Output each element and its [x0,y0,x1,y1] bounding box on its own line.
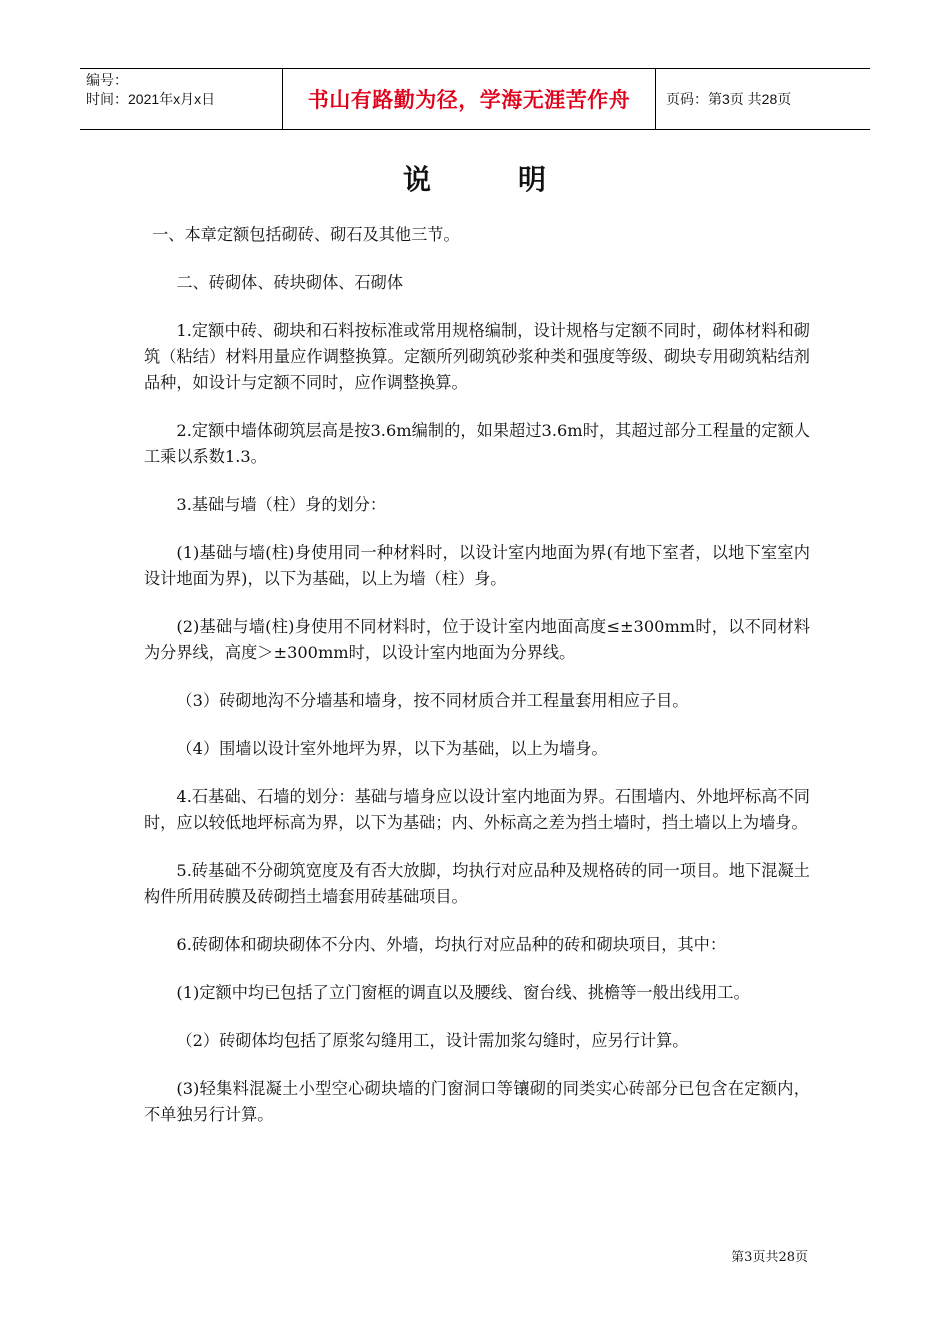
paragraph-10: 4.石基础、石墙的划分：基础与墙身应以设计室内地面为界。石围墙内、外地坪标高不同时，应以较低地坪标高为界，以下为基础；内、外标高之差为挡土墙时，挡土墙以上为墙身。 [144,787,810,832]
paragraph-15: (3)轻集料混凝土小型空心砌块墙的门窗洞口等镶砌的同类实心砖部分已包含在定额内，不单独另行计算。 [144,1079,810,1124]
paragraph-6: (1)基础与墙(柱)身使用同一种材料时，以设计室内地面为界(有地下室者，以地下室室内设计地面为界)，以下为基础，以上为墙（柱）身。 [144,543,810,588]
document-time-label: 时间：2021年x月x日 [86,91,216,107]
paragraph-7: (2)基础与墙(柱)身使用不同材料时，位于设计室内地面高度≤±300mm时，以不同材料为分界线，高度＞±300mm时，以设计室内地面为分界线。 [144,617,810,662]
header-meta [80,69,282,129]
paragraph-1: 一、本章定额包括砌砖、砌石及其他三节。 [152,225,460,244]
paragraph-3: 1.定额中砖、砌块和石料按标准或常用规格编制，设计规格与定额不同时，砌体材料和砌筑（粘结）材料用量应作调整换算。定额所列砌筑砂浆种类和强度等级、砌块专用砌筑粘结剂品种，如设计与定额不同时，应作调整换算。 [144,321,810,392]
title-char-2: 明 [518,163,548,196]
paragraph-4: 2.定额中墙体砌筑层高是按3.6m编制的，如果超过3.6m时，其超过部分工程量的定额人工乘以系数1.3。 [144,421,810,466]
paragraph-14: （2）砖砌体均包括了原浆勾缝用工，设计需加浆勾缝时，应另行计算。 [176,1031,689,1050]
paragraph-12: 6.砖砌体和砌块砌体不分内、外墙，均执行对应品种的砖和砌块项目，其中： [176,935,727,954]
paragraph-5: 3.基础与墙（柱）身的划分： [176,495,387,514]
page-title [0,158,950,198]
header-motto: 书山有路勤为径，学海无涯苦作舟 [282,69,656,129]
paragraph-13: (1)定额中均已包括了立门窗框的调直以及腰线、窗台线、挑檐等一般出线用工。 [176,983,750,1002]
paragraph-8: （3）砖砌地沟不分墙基和墙身，按不同材质合并工程量套用相应子目。 [176,691,689,710]
title-char-1: 说 [402,163,432,196]
header-page-number: 页码：第3页 共28页 [666,91,792,107]
paragraph-11: 5.砖基础不分砌筑宽度及有否大放脚，均执行对应品种及规格砖的同一项目。地下混凝土构件所用砖膜及砖砌挡土墙套用砖基础项目。 [144,861,810,906]
document-number-label: 编号： [86,72,128,88]
page-footer: 第3页共28页 [731,1250,808,1265]
document-header [80,68,870,130]
paragraph-9: （4）围墙以设计室外地坪为界，以下为基础，以上为墙身。 [176,739,608,758]
body-text [144,222,810,1150]
paragraph-2: 二、砖砌体、砖块砌体、石砌体 [176,273,404,292]
